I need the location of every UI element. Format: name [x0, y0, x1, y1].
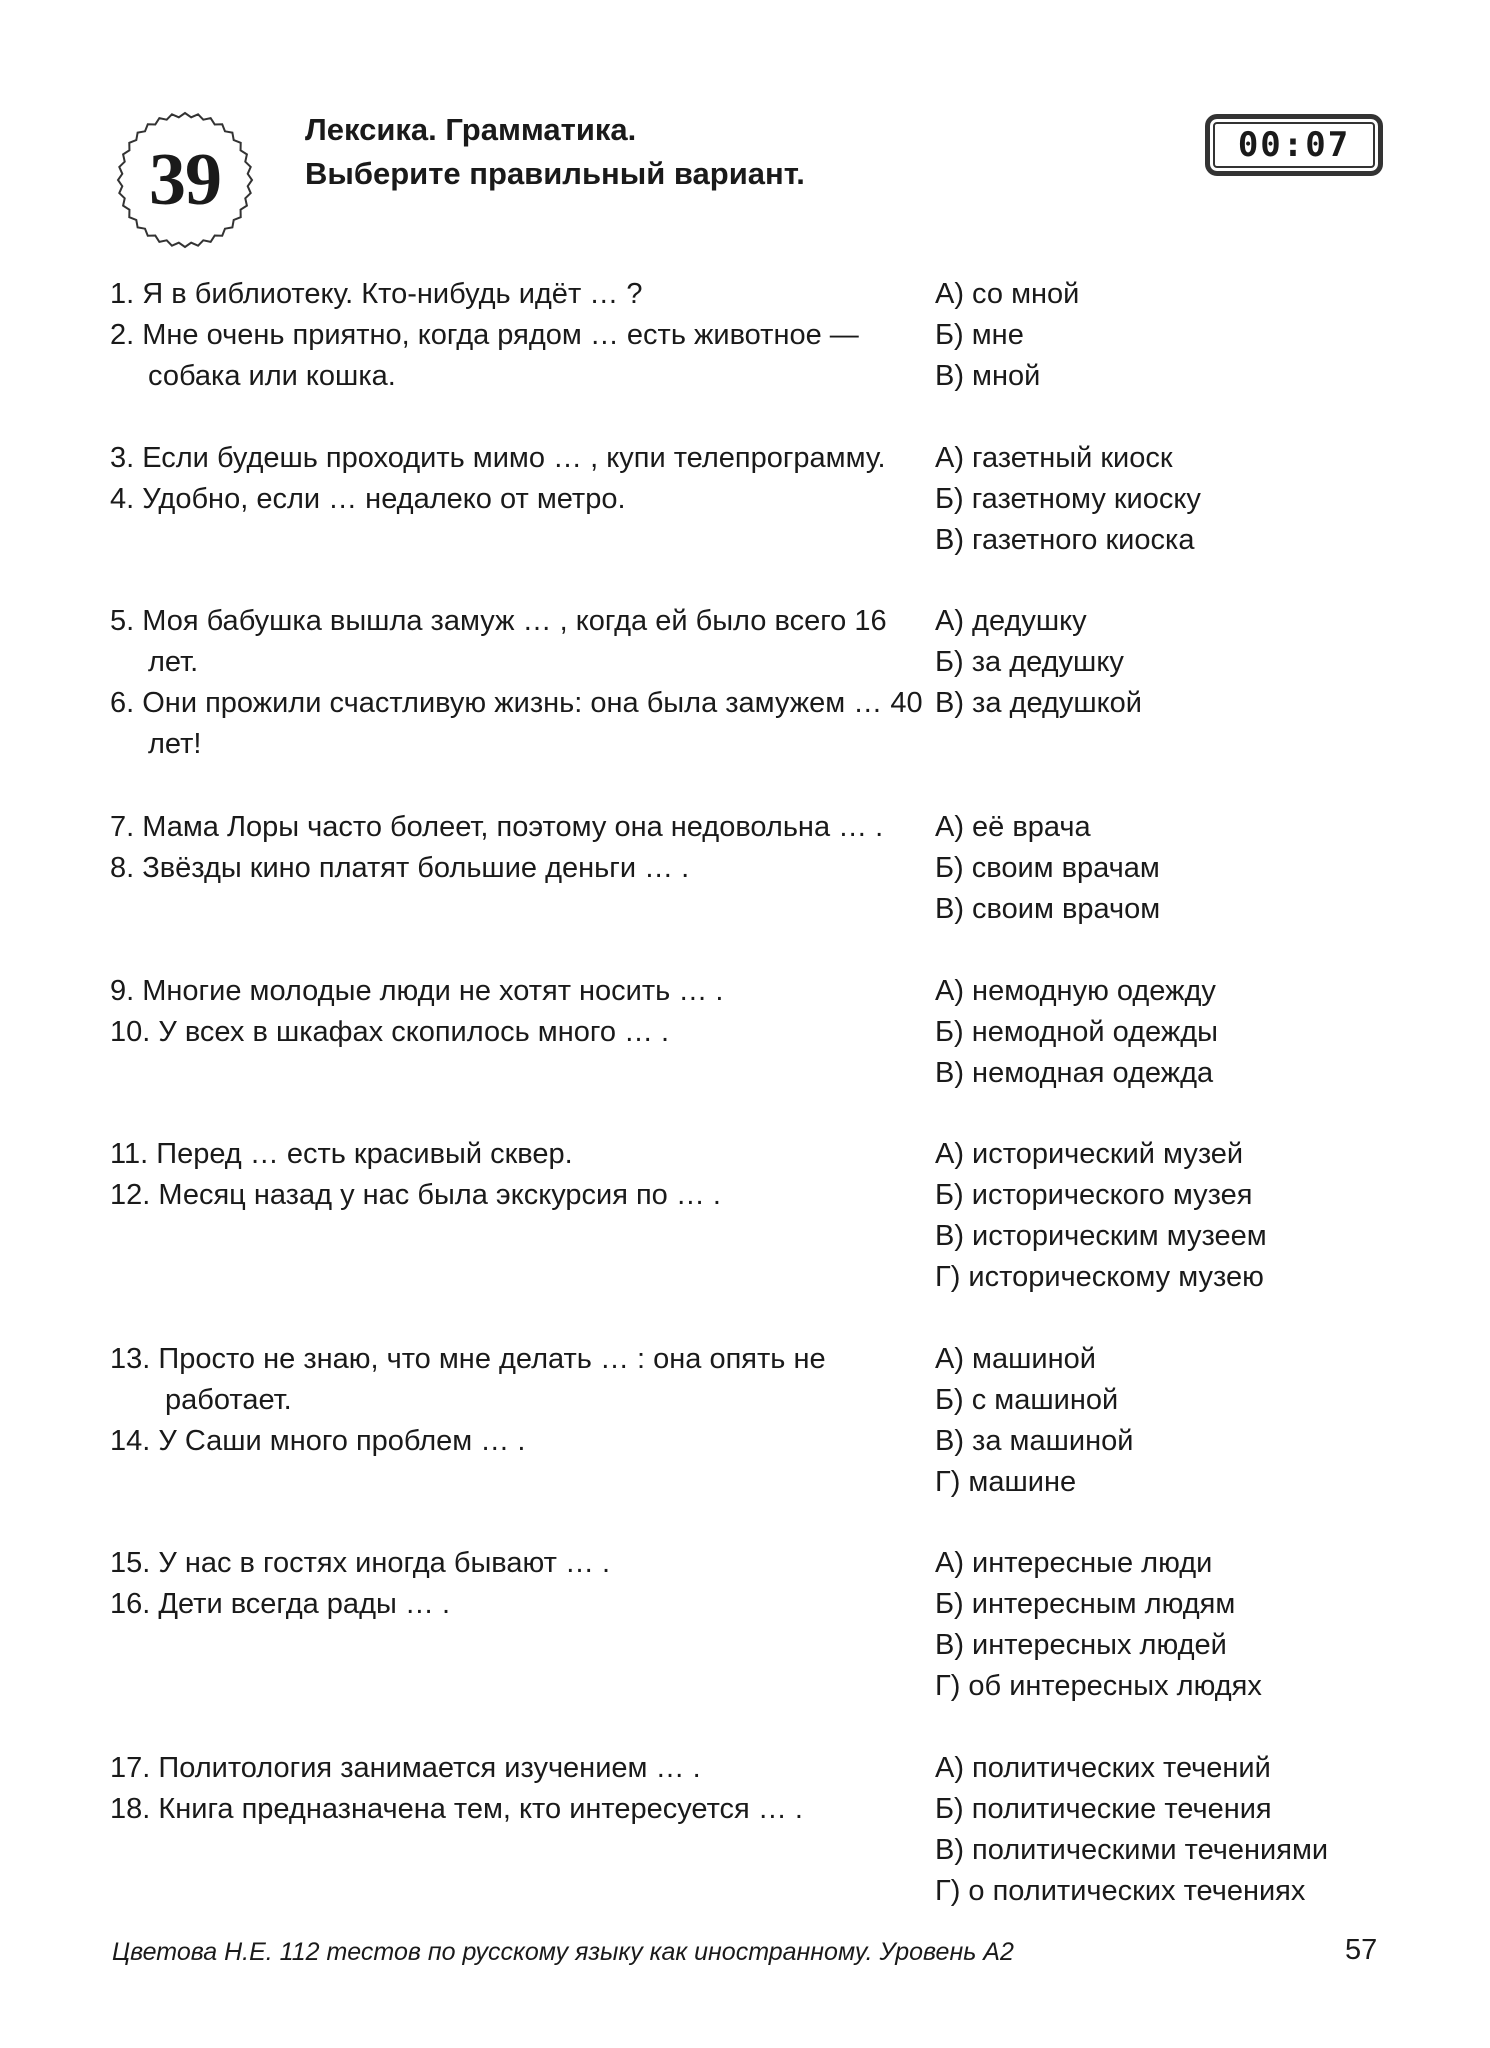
test-number-badge	[115, 110, 255, 250]
question-column	[110, 1748, 930, 1830]
answer-option[interactable]: В) газетного киоска	[935, 524, 1195, 556]
answer-option[interactable]: В) за дедушкой	[935, 687, 1142, 719]
question-item: 17. Политология занимается изучением … .	[110, 1752, 701, 1784]
answer-option[interactable]: Б) за дедушку	[935, 646, 1124, 678]
question-item: 13. Просто не знаю, что мне делать … : она опять не работает.	[110, 1343, 826, 1416]
answer-column	[935, 438, 1455, 561]
answer-option[interactable]: Б) политические течения	[935, 1793, 1272, 1825]
question-item: 12. Месяц назад у нас была экскурсия по … .	[110, 1179, 721, 1211]
timer-display: 00:07	[1205, 114, 1383, 176]
answer-option[interactable]: Г) об интересных людях	[935, 1670, 1262, 1702]
question-item: 11. Перед … есть красивый сквер.	[110, 1138, 573, 1170]
answer-option[interactable]: Б) с машиной	[935, 1384, 1119, 1416]
question-column	[110, 274, 930, 397]
page-number: 57	[1345, 1934, 1378, 1966]
question-item: 6. Они прожили счастливую жизнь: она была замужем … 40 лет!	[110, 687, 923, 760]
answer-option[interactable]: В) историческим музеем	[935, 1220, 1267, 1252]
answer-option[interactable]: Б) мне	[935, 319, 1024, 351]
answer-column	[935, 1543, 1455, 1707]
question-item: 10. У всех в шкафах скопилось много … .	[110, 1016, 670, 1048]
title-line-2: Выберите правильный вариант.	[305, 156, 805, 191]
answer-column	[935, 274, 1455, 397]
answer-option[interactable]: А) дедушку	[935, 605, 1087, 637]
question-item: 3. Если будешь проходить мимо … , купи телепрограмму.	[110, 442, 886, 474]
question-column	[110, 807, 930, 889]
answer-option[interactable]: А) газетный киоск	[935, 442, 1173, 474]
answer-option[interactable]: В) за машиной	[935, 1425, 1134, 1457]
answer-option[interactable]: Б) своим врачам	[935, 852, 1160, 884]
answer-option[interactable]: Б) интересным людям	[935, 1588, 1236, 1620]
question-item: 18. Книга предназначена тем, кто интересуется … .	[110, 1793, 803, 1825]
question-item: 8. Звёзды кино платят большие деньги … .	[110, 852, 690, 884]
book-citation: Цветова Н.Е. 112 тестов по русскому языку как иностранному. Уровень А2	[112, 1938, 1014, 1966]
answer-option[interactable]: А) со мной	[935, 278, 1080, 310]
question-item: 14. У Саши много проблем … .	[110, 1425, 526, 1457]
answer-option[interactable]: Б) газетному киоску	[935, 483, 1201, 515]
question-item: 9. Многие молодые люди не хотят носить … .	[110, 975, 724, 1007]
question-item: 7. Мама Лоры часто болеет, поэтому она недовольна … .	[110, 811, 884, 843]
answer-option[interactable]: В) интересных людей	[935, 1629, 1227, 1661]
answer-column	[935, 1339, 1455, 1503]
question-column	[110, 438, 930, 520]
answer-column	[935, 601, 1455, 724]
answer-option[interactable]: В) немодная одежда	[935, 1057, 1214, 1089]
question-column	[110, 1134, 930, 1216]
question-column	[110, 601, 930, 765]
answer-column	[935, 1748, 1455, 1912]
question-item: 16. Дети всегда рады … .	[110, 1588, 450, 1620]
question-item: 2. Мне очень приятно, когда рядом … есть животное — собака или кошка.	[110, 319, 859, 392]
answer-option[interactable]: В) мной	[935, 360, 1041, 392]
answer-column	[935, 971, 1455, 1094]
answer-option[interactable]: А) машиной	[935, 1343, 1096, 1375]
question-item: 15. У нас в гостях иногда бывают … .	[110, 1547, 611, 1579]
answer-option[interactable]: Б) исторического музея	[935, 1179, 1253, 1211]
answer-option[interactable]: А) немодную одежду	[935, 975, 1216, 1007]
test-number: 39	[149, 139, 221, 221]
answer-option[interactable]: А) исторический музей	[935, 1138, 1244, 1170]
question-item: 1. Я в библиотеку. Кто-нибудь идёт … ?	[110, 278, 643, 310]
title-line-1: Лексика. Грамматика.	[305, 112, 637, 147]
answer-column	[935, 1134, 1455, 1298]
answer-column	[935, 807, 1455, 930]
section-title	[305, 108, 805, 196]
answer-option[interactable]: Г) о политических течениях	[935, 1875, 1306, 1907]
question-column	[110, 1339, 930, 1462]
question-item: 5. Моя бабушка вышла замуж … , когда ей было всего 16 лет.	[110, 605, 887, 678]
answer-option[interactable]: Г) историческому музею	[935, 1261, 1264, 1293]
question-column	[110, 971, 930, 1053]
answer-option[interactable]: В) политическими течениями	[935, 1834, 1329, 1866]
answer-option[interactable]: Г) машине	[935, 1466, 1077, 1498]
answer-option[interactable]: А) интересные люди	[935, 1547, 1213, 1579]
answer-option[interactable]: Б) немодной одежды	[935, 1016, 1219, 1048]
answer-option[interactable]: А) политических течений	[935, 1752, 1271, 1784]
answer-option[interactable]: В) своим врачом	[935, 893, 1161, 925]
question-item: 4. Удобно, если … недалеко от метро.	[110, 483, 626, 515]
answer-option[interactable]: А) её врача	[935, 811, 1091, 843]
question-column	[110, 1543, 930, 1625]
